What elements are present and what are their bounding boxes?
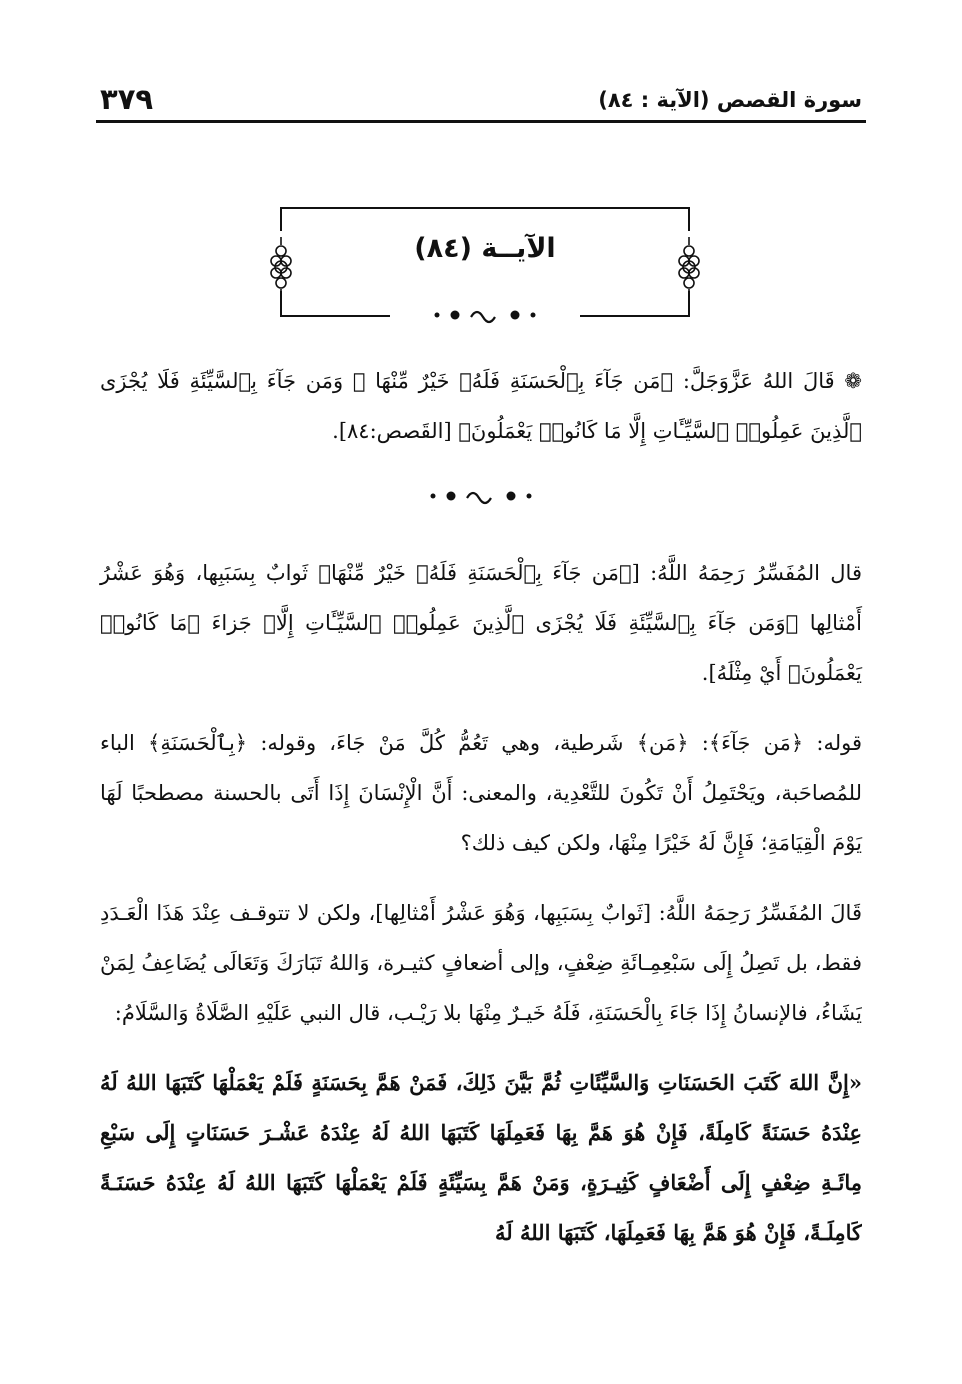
page-number: ٣٧٩: [100, 82, 154, 116]
frame-bottom-right-line: [580, 315, 690, 317]
knot-ornament-icon: [676, 237, 702, 297]
running-header: [100, 82, 862, 122]
commentary-paragraph: قَالَ المُفَسِّرُ رَحِمَهُ اللَّهُ: [ثَوابٌ بِسَبَبِها، وَهُوَ عَشْرُ أَمْثالِها]، ولكن لا تتوقـف عِنْدَ هَذَا الْعَـدَدِ فقط، بل تَصِلُ إِلَى سَبْعِمِـائَةِ ضِعْفٍ، وإلى أضعافٍ كثيـرة، وَاللهُ تَبَارَكَ وَتَعَالَى يُضَاعِفُ لِمَنْ يَشَاءُ، فالإنسانُ إِذَا جَاءَ بِالْحَسَنَةِ، فَلَهُ خَيـرٌ مِنْهَا بلا رَيْـب، قال النبي عَلَيْهِ الصَّلَاةُ وَالسَّلَامُ:: [100, 901, 862, 1025]
section-title: الآيــة (٨٤): [414, 233, 556, 264]
frame-right-top: [688, 207, 690, 231]
commentary-paragraph: قال المُفَسِّرُ رَحِمَهُ اللَّهُ: [﴿مَن جَآءَ بِٱلْحَسَنَةِ فَلَهُۥ خَيْرٌ مِّنْهَا﴾ ثَوابٌ بِسَبَبِها، وَهُوَ عَشْرُ أَمْثالِها ﴿وَمَن جَآءَ بِٱلسَّيِّئَةِ فَلَا يُجْزَى ٱلَّذِينَ عَمِلُوا۟ ٱلسَّيِّـَٔاتِ إِلَّا﴾ جَزاءَ ﴿مَا كَانُوا۟ يَعْمَلُونَ﴾ أَيْ مِثْلَهُ].: [100, 561, 862, 685]
verse-paragraph: ❁ قَالَ اللهُ عَزَّوَجَلَّ: ﴿مَن جَآءَ بِٱلْحَسَنَةِ فَلَهُۥ خَيْرٌ مِّنْهَا ۖ وَمَن جَآءَ بِٱلسَّيِّئَةِ فَلَا يُجْزَى ٱلَّذِينَ عَمِلُوا۟ ٱلسَّيِّـَٔاتِ إِلَّا مَا كَانُوا۟ يَعْمَلُونَ﴾ [القَصص:٨٤].: [100, 369, 862, 443]
knot-ornament-icon: [268, 237, 294, 297]
commentary-paragraph: قوله: ﴿مَن جَآءَ﴾: ﴿مَن﴾ شَرطية، وهي تَعُمُّ كُلَّ مَنْ جَاءَ، وقوله: ﴿بِٱلْحَسَنَةِ﴾ الباء للمُصاحَبة، ويَحْتَمِلُ أَنْ تَكُونَ للتَّعْدِية، والمعنى: أَنَّ الْإِنْسَانَ إِذَا أَتَى بالحسنة مصطحبًا لَهَا يَوْمَ الْقِيَامَةِ؛ فَإِنَّ لَهُ خَيْرًا مِنْهَا، ولكن كيف ذلك؟: [100, 731, 862, 855]
frame-top-line: [280, 207, 690, 209]
frame-left-top: [280, 207, 282, 231]
header-rule: [96, 120, 866, 123]
dots-divider-icon: [411, 486, 551, 506]
running-title: سورة القصص (الآية : ٨٤): [598, 88, 862, 112]
hadith-quote: «إِنَّ اللهَ كَتَبَ الحَسَنَاتِ وَالسَّيِّئَاتِ ثُمَّ بَيَّنَ ذَلِكَ، فَمَنْ هَمَّ بِحَسَنَةٍ فَلَمْ يَعْمَلْهَا كَتَبَهَا اللهُ لَهُ عِنْدَهُ حَسَنَةً كَامِلَةً، فَإِنْ هُوَ هَمَّ بِهَا فَعَمِلَهَا كَتَبَهَا اللهُ لَهُ عِنْدَهُ عَشْـرَ حَسَنَاتٍ إِلَى سَبْعِ مِائَـةِ ضِعْفٍ إِلَى أَضْعَافٍ كَثِيـرَةٍ، وَمَنْ هَمَّ بِسَيِّئَةٍ فَلَمْ يَعْمَلْهَا كَتَبَهَا اللهُ لَهُ عِنْدَهُ حَسَنَـةً كَامِلَـةً، فَإِنْ هُوَ هَمَّ بِهَا فَعَمِلَهَا، كَتَبَهَا اللهُ لَهُ: [100, 1070, 862, 1245]
frame-bottom-left-line: [280, 315, 390, 317]
section-title-frame: [280, 207, 690, 317]
dots-divider-icon: [415, 305, 555, 325]
